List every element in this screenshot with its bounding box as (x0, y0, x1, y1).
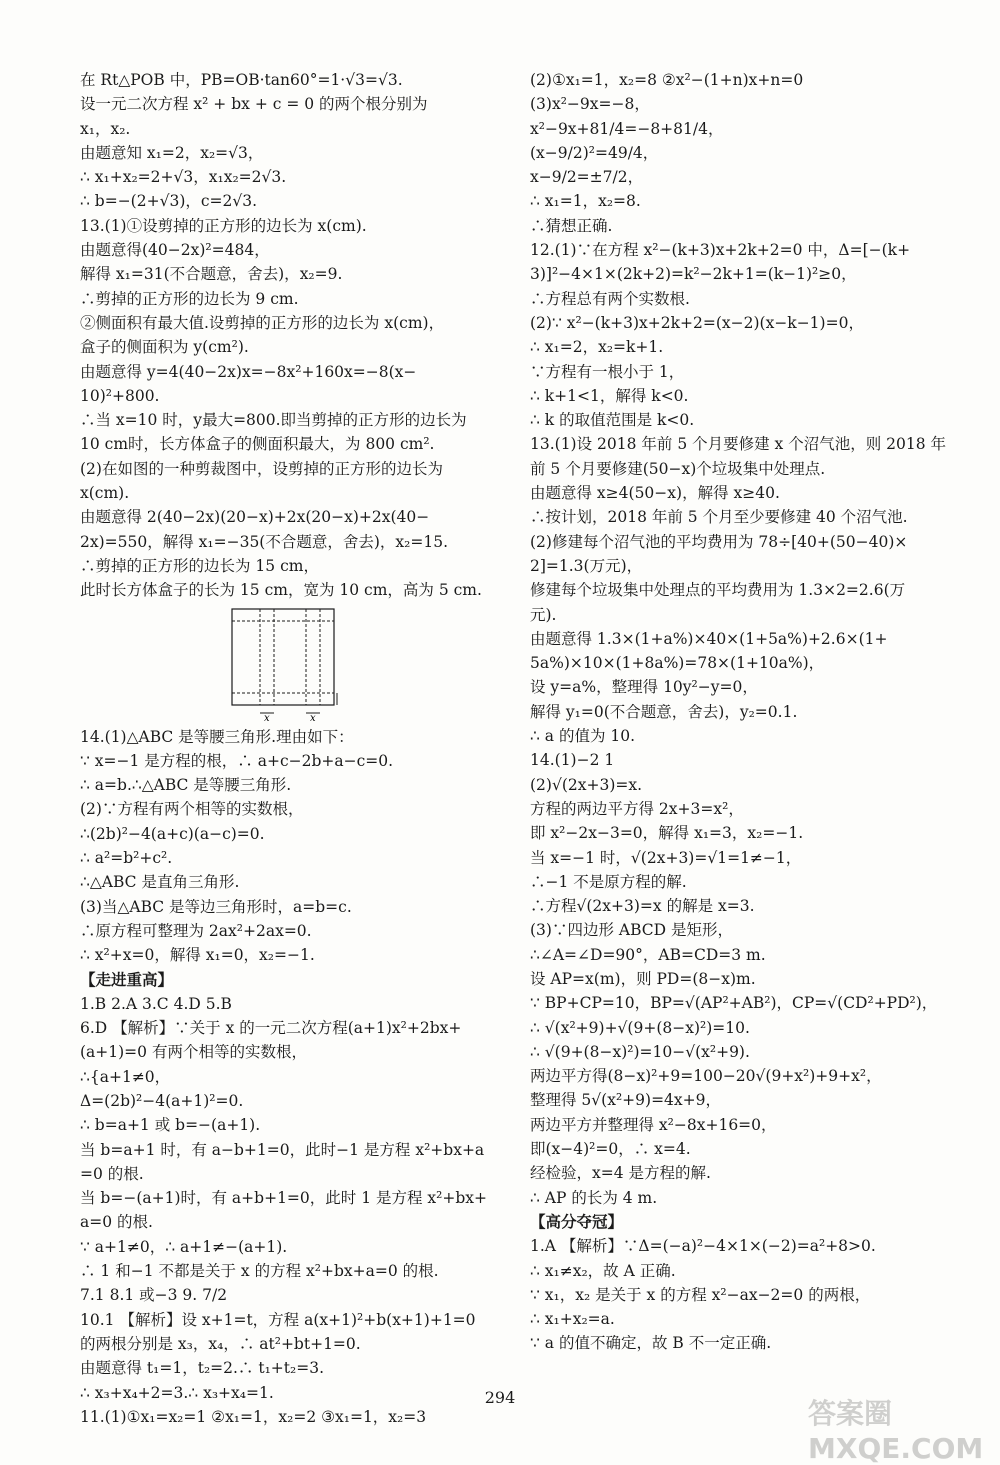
text-line: 10)²+800. (80, 386, 160, 405)
text-line: ∴△ABC 是直角三角形. (80, 873, 240, 892)
text-line: 由题意得 t₁=1，t₂=2.∴ t₁+t₂=3. (80, 1359, 325, 1378)
text-line: 由题意得 x≥4(50−x)，解得 x≥40. (530, 484, 780, 503)
text-line: 在 Rt△POB 中，PB=OB·tan60°=1·√3=√3. (80, 71, 403, 89)
text-line: 2x)=550，解得 x₁=−35(不合题意，舍去)，x₂=15. (80, 532, 448, 551)
section-heading: 【高分夺冠】 (530, 1212, 624, 1231)
text-line: 1.A 【解析】∵Δ=(−a)²−4×1×(−2)=a²+8>0. (530, 1237, 876, 1256)
text-line: =0 的根. (80, 1164, 144, 1183)
text-line: ∵ a 的值不确定，故 B 不一定正确. (530, 1334, 772, 1353)
text-line: 由题意得 y=4(40−2x)x=−8x²+160x=−8(x− (80, 362, 417, 381)
text-line: ∴ 1 和−1 不都是关于 x 的方程 x²+bx+a=0 的根. (80, 1262, 439, 1281)
text-line: ∴ a=b.∴△ABC 是等腰三角形. (80, 776, 292, 795)
text-line: 7.1 8.1 或−3 9. 7/2 (80, 1286, 228, 1305)
text-line: 当 b=a+1 时，有 a−b+1=0，此时−1 是方程 x²+bx+a (80, 1140, 485, 1159)
text-line: 14.(1)△ABC 是等腰三角形.理由如下： (80, 727, 354, 746)
text-line: 12.(1)∵在方程 x²−(k+3)x+2k+2=0 中，Δ=[−(k+ (530, 241, 911, 260)
text-line: (2)∵方程有两个相等的实数根， (80, 800, 304, 819)
text-line: ∵方程有一根小于 1， (530, 362, 685, 381)
text-line: 10 cm时，长方体盒子的侧面积最大，为 800 cm². (80, 435, 435, 454)
text-line: x₁，x₂. (80, 119, 131, 138)
text-line: 设一元二次方程 x² + bx + c = 0 的两个根分别为 (80, 95, 428, 114)
text-line: ∵ a+1≠0，∴ a+1≠−(a+1). (80, 1237, 288, 1256)
text-line: ∴(2b)²−4(a+c)(a−c)=0. (80, 824, 265, 843)
text-line: ∴ x₁=2，x₂=k+1. (530, 338, 664, 357)
text-line: ∴方程总有两个实数根. (530, 289, 690, 308)
text-line: 10.1 【解析】设 x+1=t，方程 a(x+1)²+b(x+1)+1=0 (80, 1310, 476, 1329)
text-line: ∴方程√(2x+3)=x 的解是 x=3. (530, 897, 755, 916)
text-line: ∴ √(x²+9)+√(9+(8−x)²)=10. (530, 1018, 750, 1037)
text-line: ∴ x₃+x₄+2=3.∴ x₃+x₄=1. (80, 1383, 274, 1402)
text-line: ∴剪掉的正方形的边长为 15 cm， (80, 556, 319, 575)
text-line: 13.(1)设 2018 年前 5 个月要修建 x 个沼气池，则 2018 年 (530, 435, 947, 454)
text-line: a=0 的根. (80, 1213, 153, 1232)
text-line: (2)①x₁=1，x₂=8 ②x²−(1+n)x+n=0 (530, 71, 804, 89)
text-line: ∴ x₁+x₂=a. (530, 1310, 615, 1329)
text-line: 盒子的侧面积为 y(cm²). (80, 338, 249, 357)
svg-text:x: x (310, 712, 316, 722)
text-line: ∴−1 不是原方程的解. (530, 872, 687, 891)
text-line: 11.(1)①x₁=x₂=1 ②x₁=1，x₂=2 ③x₁=1，x₂=3 (80, 1407, 427, 1426)
watermark: 答案圈 MXQE.COM (808, 1397, 984, 1465)
text-line: ∵ x₁，x₂ 是关于 x 的方程 x²−ax−2=0 的两根， (530, 1285, 871, 1304)
text-line: ∴ x²+x=0，解得 x₁=0，x₂=−1. (80, 946, 315, 965)
svg-text:x: x (264, 712, 270, 722)
text-line: 6.D 【解析】∵关于 x 的一元二次方程(a+1)x²+2bx+ (80, 1019, 462, 1038)
text-line: 整理得 5√(x²+9)=4x+9， (530, 1091, 722, 1110)
section-heading: 【走进重高】 (80, 970, 174, 989)
text-line: (2)∵ x²−(k+3)x+2k+2=(x−2)(x−k−1)=0， (530, 313, 864, 332)
text-line: (2)√(2x+3)=x. (530, 775, 643, 794)
text-line: (2)修建每个沼气池的平均费用为 78÷[40+(50−40)× (530, 532, 908, 551)
text-line: 修建每个垃圾集中处理点的平均费用为 1.3×2=2.6(万 (530, 581, 906, 600)
text-line: 由题意得 1.3×(1+a%)×40×(1+5a%)+2.6×(1+ (530, 629, 888, 648)
text-line: ∴ a 的值为 10. (530, 727, 636, 746)
text-line: ∴原方程可整理为 2ax²+2ax=0. (80, 921, 312, 940)
text-line: ∴剪掉的正方形的边长为 9 cm. (80, 289, 299, 308)
text-line: 设 y=a%，整理得 10y²−y=0， (530, 678, 758, 697)
text-line: x−9/2=±7/2， (530, 168, 644, 187)
text-line: 3)]²−4×1×(2k+2)=k²−2k+1=(k−1)²≥0， (530, 265, 857, 284)
text-line: 1.B 2.A 3.C 4.D 5.B (80, 994, 232, 1013)
right-column (530, 68, 950, 1356)
text-line: x²−9x+81/4=−8+81/4， (530, 119, 724, 138)
text-line: 14.(1)−2 1 (530, 751, 615, 770)
text-line: (3)当△ABC 是等边三角形时，a=b=c. (80, 897, 352, 916)
text-line: 元). (530, 605, 557, 624)
text-line: ∴∠A=∠D=90°，AB=CD=3 m. (530, 945, 766, 964)
text-line: Δ=(2b)²−4(a+1)²=0. (80, 1091, 244, 1110)
text-line: 两边平方并整理得 x²−8x+16=0， (530, 1115, 777, 1134)
text-line: 前 5 个月要修建(50−x)个垃圾集中处理点. (530, 459, 826, 478)
text-line: 解得 y₁=0(不合题意，舍去)，y₂=0.1. (530, 702, 798, 721)
text-line: ∴当 x=10 时，y最大=800.即当剪掉的正方形的边长为 (80, 411, 467, 430)
text-line: ∴ x₁≠x₂，故 A 正确. (530, 1261, 676, 1280)
text-line: 此时长方体盒子的长为 15 cm，宽为 10 cm，高为 5 cm. (80, 581, 482, 600)
page-number: 294 (484, 1388, 516, 1407)
text-line: (x−9/2)²=49/4， (530, 143, 659, 162)
text-line: (a+1)=0 有两个相等的实数根， (80, 1043, 307, 1062)
text-line: ∴ x₁+x₂=2+√3，x₁x₂=2√3. (80, 168, 287, 187)
text-line: ∴{a+1≠0， (80, 1067, 171, 1086)
text-line: 由题意知 x₁=2，x₂=√3， (80, 143, 264, 162)
text-line: 方程的两边平方得 2x+3=x²， (530, 799, 744, 818)
text-line: ∴ √(9+(8−x)²)=10−√(x²+9). (530, 1042, 750, 1061)
text-line: (3)∵四边形 ABCD 是矩形， (530, 921, 733, 940)
text-line: (3)x²−9x=−8， (530, 95, 650, 114)
text-line: 13.(1)①设剪掉的正方形的边长为 x(cm). (80, 216, 367, 235)
text-line: ∴ k 的取值范围是 k<0. (530, 411, 695, 430)
text-line: 的两根分别是 x₃，x₄，∴ at²+bt+1=0. (80, 1334, 361, 1353)
text-line: x(cm). (80, 484, 130, 503)
text-line: ∴ a²=b²+c². (80, 849, 173, 868)
text-line: 当 b=−(a+1)时，有 a+b+1=0，此时 1 是方程 x²+bx+ (80, 1189, 488, 1208)
text-line: ∵ x=−1 是方程的根，∴ a+c−2b+a−c=0. (80, 751, 394, 770)
text-line: 由题意得 2(40−2x)(20−x)+2x(20−x)+2x(40− (80, 508, 430, 527)
text-line: 经检验，x=4 是方程的解. (530, 1164, 711, 1183)
text-line: 解得 x₁=31(不合题意，舍去)，x₂=9. (80, 265, 343, 284)
text-line: ②侧面积有最大值.设剪掉的正方形的边长为 x(cm)， (80, 313, 445, 332)
text-line: 当 x=−1 时，√(2x+3)=√1=1≠−1， (530, 848, 802, 867)
text-line: ∵ BP+CP=10，BP=√(AP²+AB²)，CP=√(CD²+PD²)， (530, 994, 938, 1013)
left-column (80, 68, 495, 1429)
text-line: 两边平方得(8−x)²+9=100−20√(9+x²)+9+x²， (530, 1067, 882, 1086)
text-line: 2]=1.3(万元)， (530, 556, 643, 575)
text-line: ∴ x₁=1，x₂=8. (530, 192, 641, 211)
text-line: ∴ b=−(2+√3)，c=2√3. (80, 192, 258, 211)
text-line: 即 x²−2x−3=0，解得 x₁=3，x₂=−1. (530, 824, 804, 843)
cutting-diagram (230, 607, 340, 722)
text-line: (2)在如图的一种剪裁图中，设剪掉的正方形的边长为 (80, 459, 443, 478)
text-line: ∴猜想正确. (530, 216, 613, 235)
text-line: ∴ AP 的长为 4 m. (530, 1188, 658, 1207)
text-line: ∴ k+1<1，解得 k<0. (530, 386, 689, 405)
text-line: 即(x−4)²=0，∴ x=4. (530, 1140, 691, 1159)
text-line: 设 AP=x(m)，则 PD=(8−x)m. (530, 969, 756, 988)
box-cutting-figure (80, 603, 495, 725)
text-line: ∴按计划，2018 年前 5 个月至少要修建 40 个沼气池. (530, 508, 908, 527)
text-line: 由题意得(40−2x)²=484， (80, 241, 270, 260)
text-line: 5a%)×10×(1+8a%)=78×(1+10a%)， (530, 654, 825, 673)
text-line: ∴ b=a+1 或 b=−(a+1). (80, 1116, 261, 1135)
